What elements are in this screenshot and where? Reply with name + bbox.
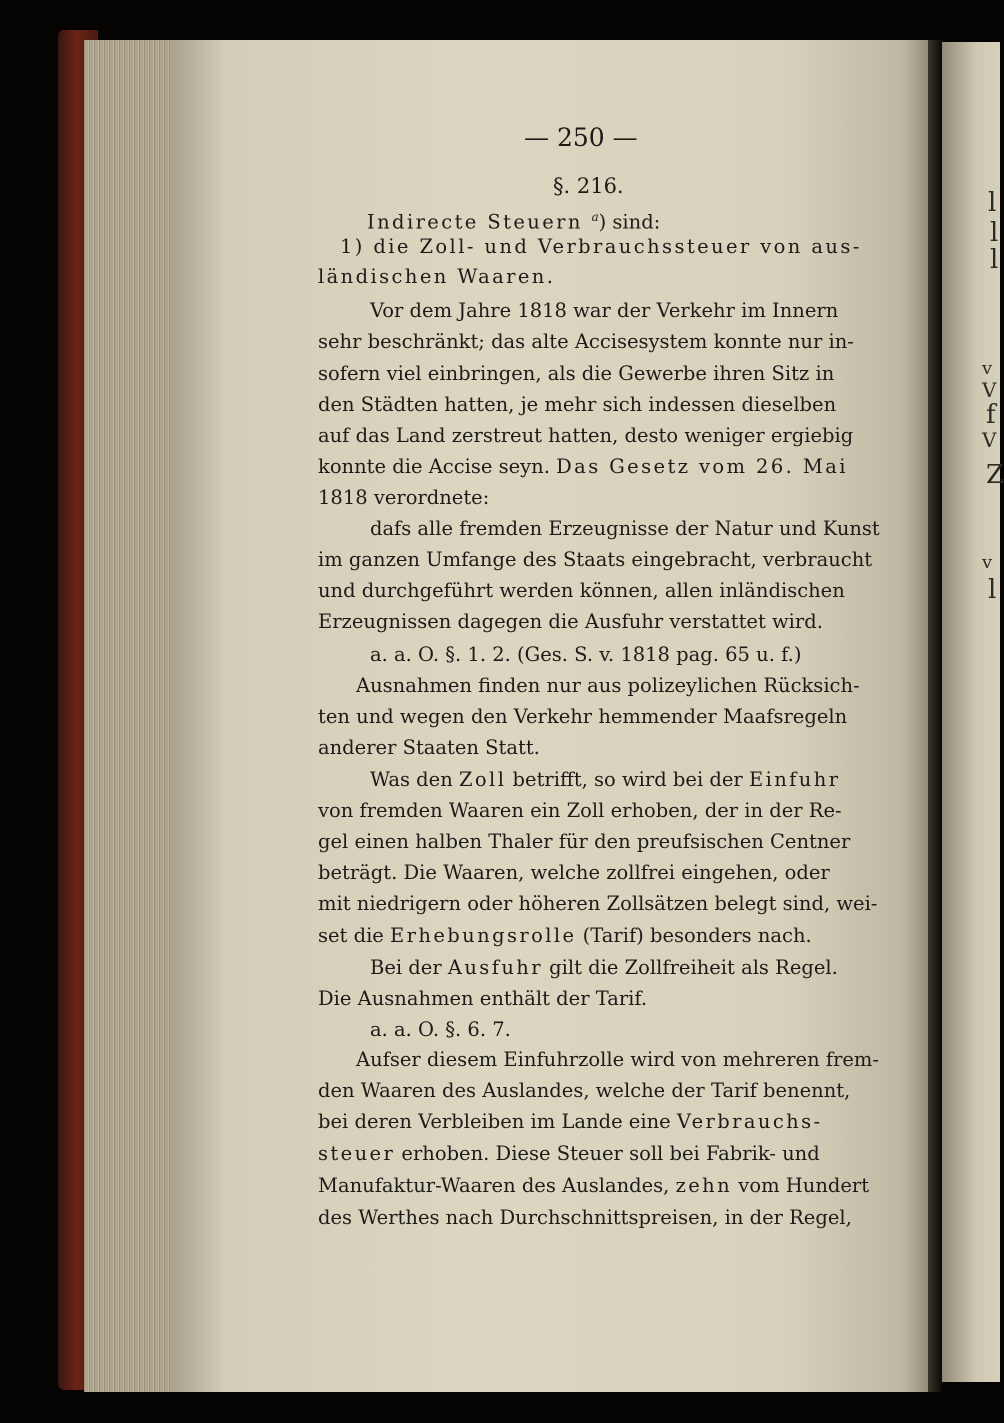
text-line: im ganzen Umfange des Staats eingebracht, verbraucht — [318, 548, 873, 571]
page-edges — [84, 40, 176, 1392]
text-line: ländischen Waaren. — [318, 265, 556, 288]
text-line: anderer Staaten Statt. — [318, 736, 540, 759]
right-page-fragment: V — [982, 428, 997, 452]
right-page-fragment: f — [986, 400, 996, 430]
text-line: den Städten hatten, je mehr sich indessen dieselben — [318, 393, 837, 416]
book-gutter — [928, 40, 942, 1392]
text-line: steuer erhoben. Diese Steuer soll bei Fabrik- und — [318, 1142, 820, 1165]
right-page-fragment: v — [982, 552, 993, 573]
text-line: ten und wegen den Verkehr hemmender Maafsregeln — [318, 705, 848, 728]
text-line: von fremden Waaren ein Zoll erhoben, der in der Re- — [318, 799, 842, 822]
text-line: 1818 verordnete: — [318, 486, 490, 509]
right-page-fragment: l — [988, 188, 997, 218]
text-line: den Waaren des Auslandes, welche der Tarif benennt, — [318, 1079, 851, 1102]
page-number: — 250 — — [524, 123, 638, 152]
text-line: Bei der Ausfuhr gilt die Zollfreiheit als Regel. — [370, 956, 838, 979]
text-line: bei deren Verbleiben im Lande eine Verbrauchs- — [318, 1110, 823, 1133]
text-line: des Werthes nach Durchschnittspreisen, in der Regel, — [318, 1206, 852, 1229]
text-line: Aufser diesem Einfuhrzolle wird von mehreren frem- — [356, 1048, 880, 1071]
text-line: Erzeugnissen dagegen die Ausfuhr verstattet wird. — [318, 610, 823, 633]
text-line: Ausnahmen finden nur aus polizeylichen Rücksich- — [356, 674, 860, 697]
text-line: 1) die Zoll- und Verbrauchssteuer von aus- — [340, 235, 862, 258]
text-line: sofern viel einbringen, als die Gewerbe ihren Sitz in — [318, 362, 835, 385]
text-line: a. a. O. §. 6. 7. — [370, 1018, 511, 1041]
text-line: Die Ausnahmen enthält der Tarif. — [318, 987, 648, 1010]
text-line: beträgt. Die Waaren, welche zollfrei eingehen, oder — [318, 861, 830, 884]
text-line: set die Erhebungsrolle (Tarif) besonders nach. — [318, 924, 812, 947]
right-page — [942, 42, 1004, 1382]
text-line: konnte die Accise seyn. Das Gesetz vom 26. Mai — [318, 455, 848, 478]
text-line: Was den Zoll betrifft, so wird bei der Einfuhr — [370, 768, 841, 791]
right-page-fragment: v — [982, 358, 993, 379]
text-line: auf das Land zerstreut hatten, desto weniger ergiebig — [318, 424, 854, 447]
text-line: a. a. O. §. 1. 2. (Ges. S. v. 1818 pag. 65 u. f.) — [370, 643, 802, 666]
right-page-fragment: l — [988, 575, 997, 605]
text-line: Vor dem Jahre 1818 war der Verkehr im Innern — [370, 299, 839, 322]
section-heading: §. 216. — [553, 174, 624, 198]
right-page-fragment: Z — [986, 460, 1004, 490]
text-line: sehr beschränkt; das alte Accisesystem konnte nur in- — [318, 330, 854, 353]
text-line: und durchgeführt werden können, allen inländischen — [318, 579, 845, 602]
text-line: gel einen halben Thaler für den preufsischen Centner — [318, 830, 851, 853]
text-line: Manufaktur-Waaren des Auslandes, zehn vom Hundert — [318, 1174, 870, 1197]
text-line: mit niedrigern oder höheren Zollsätzen belegt sind, wei- — [318, 892, 878, 915]
right-page-fragment: l — [990, 218, 999, 248]
right-page-fragment: V — [982, 378, 997, 402]
text-line: Indirecte Steuern $^a$) sind: — [367, 210, 661, 234]
right-page-fragment: l — [990, 245, 999, 275]
text-line: dafs alle fremden Erzeugnisse der Natur und Kunst — [370, 517, 880, 540]
